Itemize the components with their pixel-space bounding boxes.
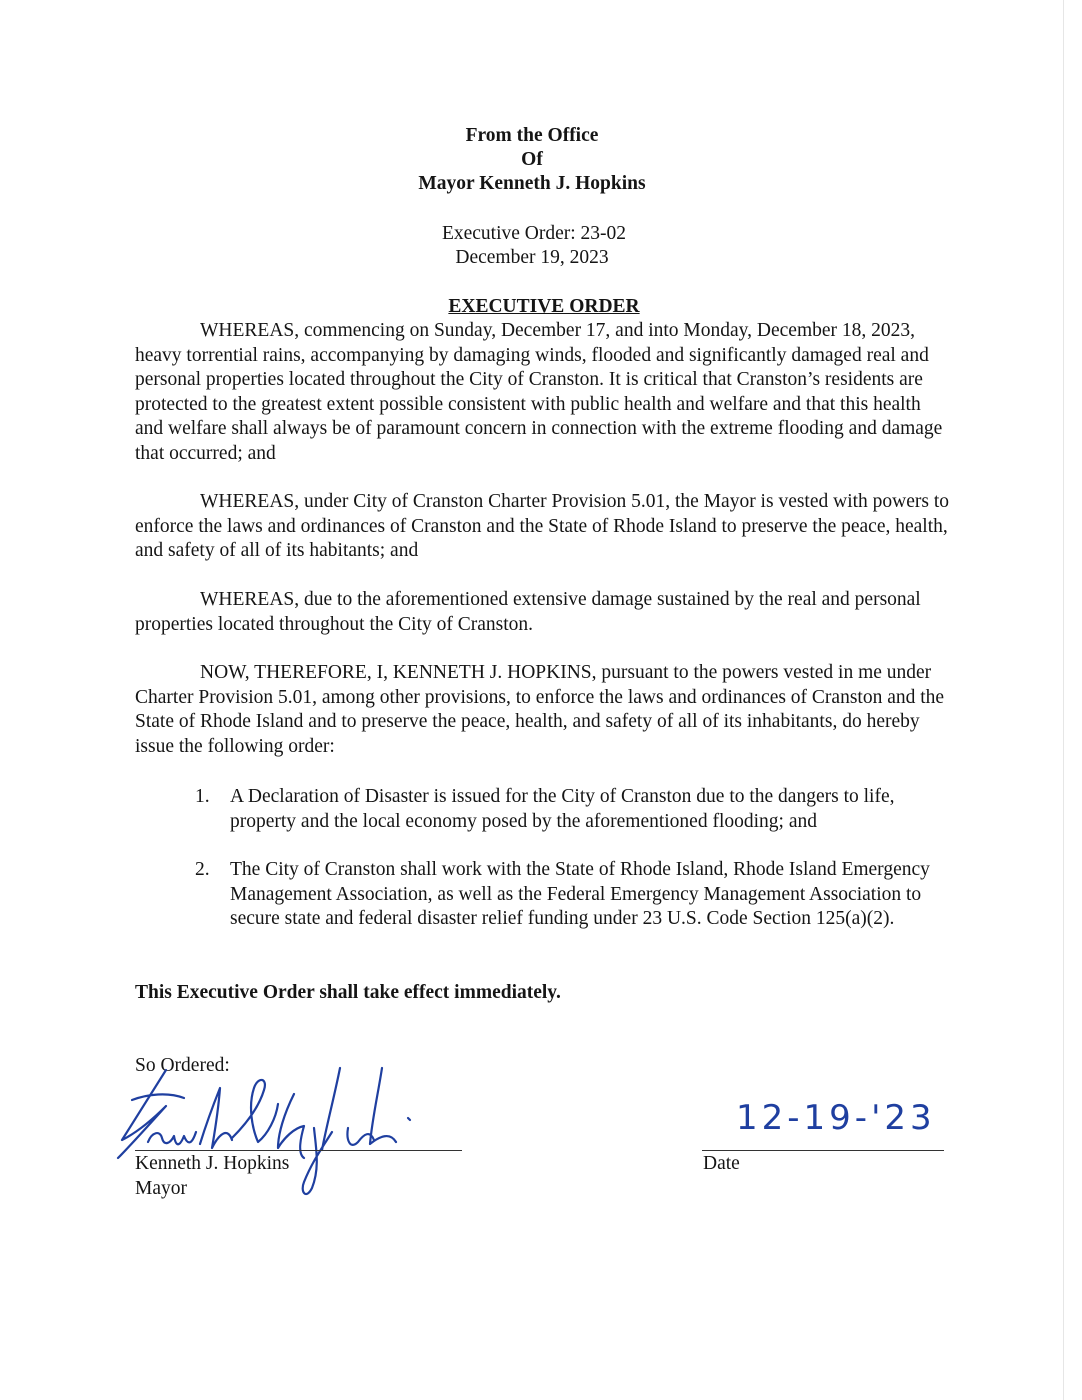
date-label: Date (703, 1153, 740, 1174)
handwritten-date: 12-19-'23 (736, 1098, 936, 1138)
document-title: EXECUTIVE ORDER (448, 296, 640, 317)
order-item-2 (195, 858, 955, 932)
order-item-text: A Declaration of Disaster is issued for the City of Cranston due to the dangers to life, property and the local economy posed by the aforementioned flooding; and (230, 786, 895, 832)
order-item-text: The City of Cranston shall work with the State of Rhode Island, Rhode Island Emergency Management Association, as well as the Federal Emergency Management Association to secure state and federal disaster relief funding under 23 U.S. Code Section 125(a)(2). (230, 859, 930, 929)
signer-name: Kenneth J. Hopkins (135, 1153, 290, 1174)
order-item-number: 2. (195, 859, 210, 880)
header-line-mayor: Mayor Kenneth J. Hopkins (418, 173, 646, 194)
so-ordered-label: So Ordered: (135, 1055, 230, 1076)
order-item-number: 1. (195, 786, 210, 807)
paragraph-whereas-2: WHEREAS, under City of Cranston Charter Provision 5.01, the Mayor is vested with powers to enforce the laws and ordinances of Cranston and the State of Rhode Island to preserve the peace, health, and safety of all of its habitants; and (135, 491, 950, 561)
paragraph-whereas-3: WHEREAS, due to the aforementioned extensive damage sustained by the real and personal properties located throughout the City of Cranston. (135, 589, 921, 635)
paragraph-now-therefore: NOW, THEREFORE, I, KENNETH J. HOPKINS, pursuant to the powers vested in me under Charter Provision 5.01, among other provisions, to enforce the laws and ordinances of Cranston and the State of Rhode Island and to preserve the peace, health, and safety of all of its inhabitants, do hereby issue the following order: (135, 662, 945, 757)
signer-role: Mayor (135, 1178, 187, 1199)
order-date: December 19, 2023 (455, 247, 609, 268)
header-line-of: Of (521, 149, 543, 170)
header-line-office: From the Office (465, 125, 599, 146)
scan-edge (1063, 0, 1064, 1400)
order-number: Executive Order: 23-02 (441, 223, 627, 244)
paragraph-whereas-1: WHEREAS, commencing on Sunday, December 17, and into Monday, December 18, 2023, heavy torrential rains, accompanying by damaging winds, flooded and significantly damaged real and personal properties located throughout the City of Cranston. It is critical that Cranston’s residents are protected to the greatest extent possible consistent with public health and welfare and that this health and welfare shall always be of paramount concern in connection with the extreme flooding and damage that occurred; and (135, 320, 943, 464)
date-line (702, 1150, 944, 1151)
signature-line (135, 1150, 462, 1151)
effect-statement: This Executive Order shall take effect immediately. (135, 982, 561, 1003)
order-item-1 (195, 785, 955, 834)
